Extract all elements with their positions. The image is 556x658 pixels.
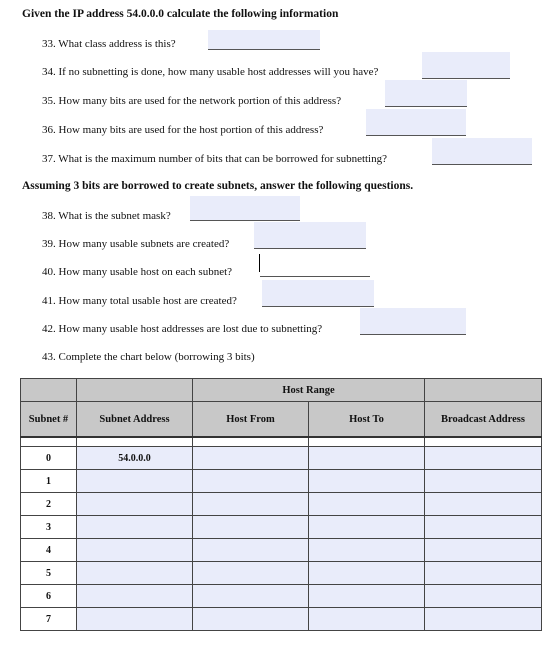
subnet-number: 5 [21, 562, 77, 585]
answer-field-34[interactable] [422, 52, 510, 79]
host-from-field[interactable] [193, 447, 309, 470]
table-row [21, 516, 542, 539]
broadcast-address-field[interactable] [425, 447, 542, 470]
col-header-host-from: Host From [193, 402, 309, 438]
subnet-chart [20, 378, 542, 631]
subnet-number: 4 [21, 539, 77, 562]
subnet-address-field[interactable] [77, 585, 193, 608]
answer-field-37[interactable] [432, 138, 532, 165]
question-39: 39. How many usable subnets are created? [42, 238, 230, 250]
subnet-number: 2 [21, 493, 77, 516]
host-to-field[interactable] [309, 585, 425, 608]
broadcast-address-field[interactable] [425, 585, 542, 608]
subnet-number: 3 [21, 516, 77, 539]
question-42: 42. How many usable host addresses are lost due to subnetting? [42, 323, 323, 335]
spacer-cell [425, 437, 542, 447]
subnet-address-field[interactable]: 54.0.0.0 [77, 447, 193, 470]
subnet-address-field[interactable] [77, 608, 193, 631]
host-from-field[interactable] [193, 516, 309, 539]
answer-field-36[interactable] [366, 109, 466, 136]
answer-field-42[interactable] [360, 308, 466, 335]
subnet-address-field[interactable] [77, 539, 193, 562]
host-from-field[interactable] [193, 585, 309, 608]
table-row [21, 447, 542, 470]
subnet-address-field[interactable] [77, 562, 193, 585]
host-from-field[interactable] [193, 493, 309, 516]
subnet-address-field[interactable] [77, 493, 193, 516]
broadcast-address-field[interactable] [425, 493, 542, 516]
question-36: 36. How many bits are used for the host portion of this address? [42, 124, 324, 136]
question-43: 43. Complete the chart below (borrowing 3 bits) [42, 351, 255, 363]
broadcast-address-field[interactable] [425, 539, 542, 562]
answer-field-39[interactable] [254, 222, 366, 249]
host-from-field[interactable] [193, 470, 309, 493]
subnet-number: 0 [21, 447, 77, 470]
broadcast-address-field[interactable] [425, 516, 542, 539]
host-to-field[interactable] [309, 516, 425, 539]
spacer-cell [193, 437, 309, 447]
table-row [21, 562, 542, 585]
subnet-number: 7 [21, 608, 77, 631]
table-row [21, 493, 542, 516]
chart-corner-cell [425, 379, 542, 402]
answer-field-41[interactable] [262, 280, 374, 307]
host-from-field[interactable] [193, 562, 309, 585]
section-heading-1: Given the IP address 54.0.0.0 calculate the following information [22, 8, 339, 20]
question-41: 41. How many total usable host are created? [42, 295, 237, 307]
table-row [21, 608, 542, 631]
broadcast-address-field[interactable] [425, 562, 542, 585]
col-header-host-to: Host To [309, 402, 425, 438]
chart-body [21, 447, 542, 631]
section-heading-2: Assuming 3 bits are borrowed to create subnets, answer the following questions. [22, 180, 414, 192]
host-to-field[interactable] [309, 608, 425, 631]
broadcast-address-field[interactable] [425, 608, 542, 631]
host-to-field[interactable] [309, 493, 425, 516]
host-from-field[interactable] [193, 608, 309, 631]
broadcast-address-field[interactable] [425, 470, 542, 493]
chart-corner-cell [77, 379, 193, 402]
chart-group-header-row [21, 379, 542, 402]
host-to-field[interactable] [309, 447, 425, 470]
answer-field-33[interactable] [208, 30, 320, 50]
host-to-field[interactable] [309, 539, 425, 562]
host-from-field[interactable] [193, 539, 309, 562]
host-to-field[interactable] [309, 470, 425, 493]
chart-spacer-row [21, 437, 542, 447]
question-40: 40. How many usable host on each subnet? [42, 266, 233, 278]
answer-field-40[interactable] [260, 251, 370, 277]
answer-field-35[interactable] [385, 80, 467, 107]
table-row [21, 470, 542, 493]
col-header-subnet-address: Subnet Address [77, 402, 193, 438]
subnet-number: 6 [21, 585, 77, 608]
table-row [21, 585, 542, 608]
table-row [21, 539, 542, 562]
spacer-cell [77, 437, 193, 447]
question-33: 33. What class address is this? [42, 38, 176, 50]
host-range-header: Host Range [193, 379, 425, 402]
chart-column-header-row [21, 402, 542, 438]
subnet-number: 1 [21, 470, 77, 493]
answer-field-38[interactable] [190, 196, 300, 221]
spacer-cell [309, 437, 425, 447]
subnet-address-field[interactable] [77, 470, 193, 493]
question-37: 37. What is the maximum number of bits that can be borrowed for subnetting? [42, 153, 387, 165]
host-to-field[interactable] [309, 562, 425, 585]
col-header-subnet-num: Subnet # [21, 402, 77, 438]
subnet-address-field[interactable] [77, 516, 193, 539]
col-header-broadcast-address: Broadcast Address [425, 402, 542, 438]
question-35: 35. How many bits are used for the network portion of this address? [42, 95, 342, 107]
spacer-cell [21, 437, 77, 447]
chart-corner-cell [21, 379, 77, 402]
question-38: 38. What is the subnet mask? [42, 210, 171, 222]
question-34: 34. If no subnetting is done, how many usable host addresses will you have? [42, 66, 379, 78]
